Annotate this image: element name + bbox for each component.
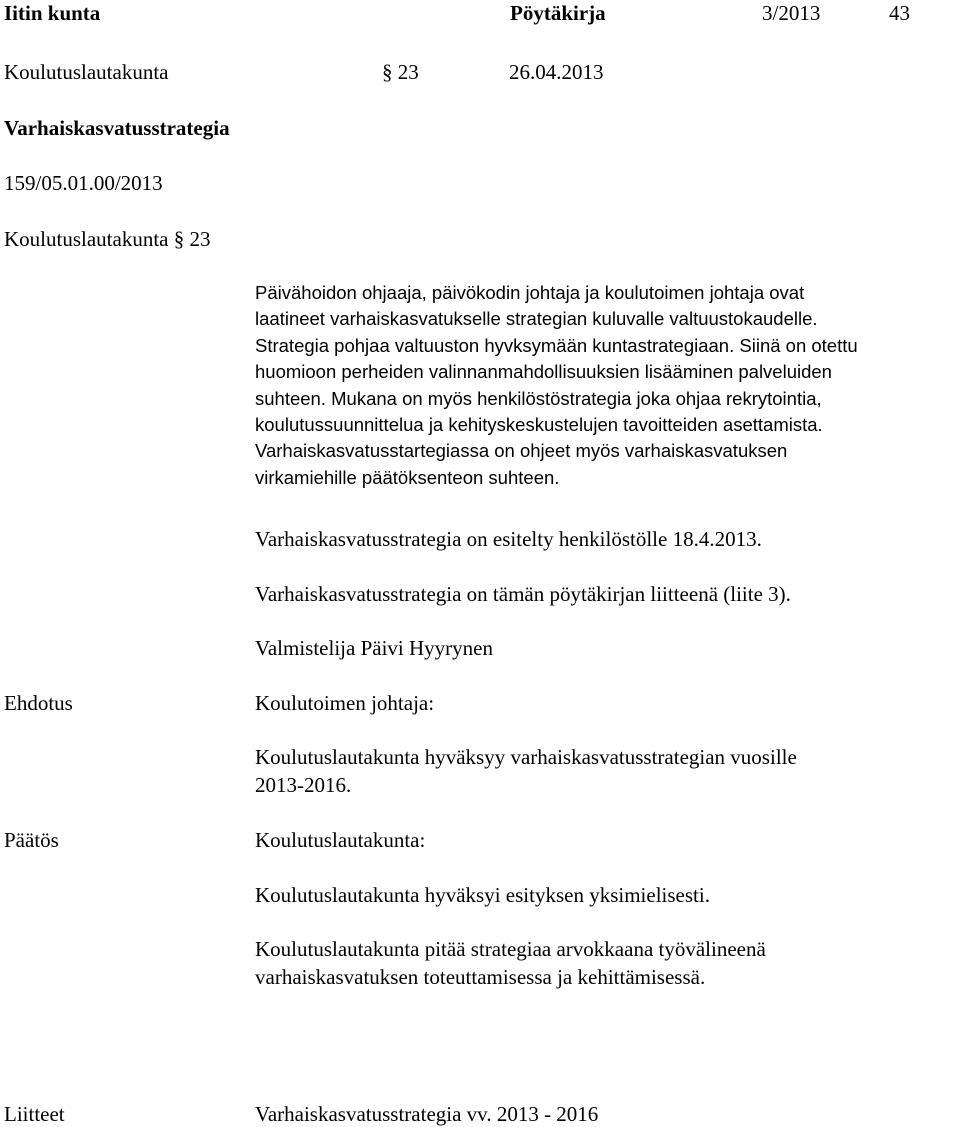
file-number: 159/05.01.00/2013 [4, 171, 163, 195]
section-sign: § [382, 60, 393, 84]
decision-label: Päätös [4, 828, 59, 852]
attachment-note: Varhaiskasvatusstrategia on tämän pöytäkirjan liitteenä (liite 3). [255, 582, 791, 606]
preparation-line: virkamiehille päätöksenteon suhteen. [255, 466, 560, 488]
preparation-text [255, 280, 945, 491]
matter-title: Varhaiskasvatusstrategia [4, 116, 230, 140]
preparation-line: koulutussuunnittelua ja kehityskeskustelujen tavoitteiden asettamista. [255, 414, 823, 436]
committee-ref-section-sign: § [173, 227, 185, 251]
decider: Koulutuslautakunta: [255, 828, 426, 852]
committee-ref-section-number: 23 [189, 227, 211, 251]
proposal-text-line: Koulutuslautakunta hyväksyy varhaiskasvatusstrategian vuosille [255, 745, 797, 769]
preparation-line: suhteen. Mukana on myös henkilöstöstrategia joka ohjaa rekrytointia, [255, 387, 822, 409]
section-number: 23 [397, 60, 419, 84]
attachments-label: Liitteet [4, 1102, 65, 1126]
municipality-name: Iitin kunta [4, 1, 101, 25]
document-type: Pöytäkirja [510, 1, 606, 25]
decision-text-line: varhaiskasvatuksen toteuttamisessa ja kehittämisessä. [255, 965, 706, 989]
preparation-line: huomioon perheiden valinnanmahdollisuuksien lisääminen palveluiden [255, 361, 832, 383]
proposer: Koulutoimen johtaja: [255, 691, 435, 715]
document-number: 3/2013 [762, 1, 821, 25]
proposal-text-line: 2013-2016. [255, 773, 352, 797]
committee-reference [4, 226, 210, 252]
preparation-line: laatineet varhaiskasvatukselle strategian kuluvalle valtuustokaudelle. [255, 308, 818, 330]
preparation-line: Päivähoidon ohjaaja, päivökodin johtaja ja koulutoimen johtaja ovat [255, 282, 805, 303]
proposal-label: Ehdotus [4, 691, 73, 715]
meeting-date: 26.04.2013 [509, 60, 604, 84]
page-number: 43 [889, 1, 910, 25]
committee-ref-name: Koulutuslautakunta [4, 227, 169, 251]
preparation-line: Strategia pohjaa valtuuston hyvksymään kuntastrategiaan. Siinä on otettu [255, 334, 858, 356]
preparer-line: Valmistelija Päivi Hyyrynen [255, 636, 493, 660]
committee-name: Koulutuslautakunta [4, 60, 169, 84]
section-mark [382, 59, 419, 85]
decision-text-line: Koulutuslautakunta pitää strategiaa arvokkaana työvälineenä [255, 937, 766, 961]
preparation-line: Varhaiskasvatusstartegiassa on ohjeet myös varhaiskasvatuksen [255, 440, 788, 462]
attachment-item: Varhaiskasvatusstrategia vv. 2013 - 2016 [255, 1102, 599, 1126]
presented-note: Varhaiskasvatusstrategia on esitelty henkilöstölle 18.4.2013. [255, 527, 762, 551]
decision-text: Koulutuslautakunta hyväksyi esityksen yksimielisesti. [255, 883, 710, 907]
